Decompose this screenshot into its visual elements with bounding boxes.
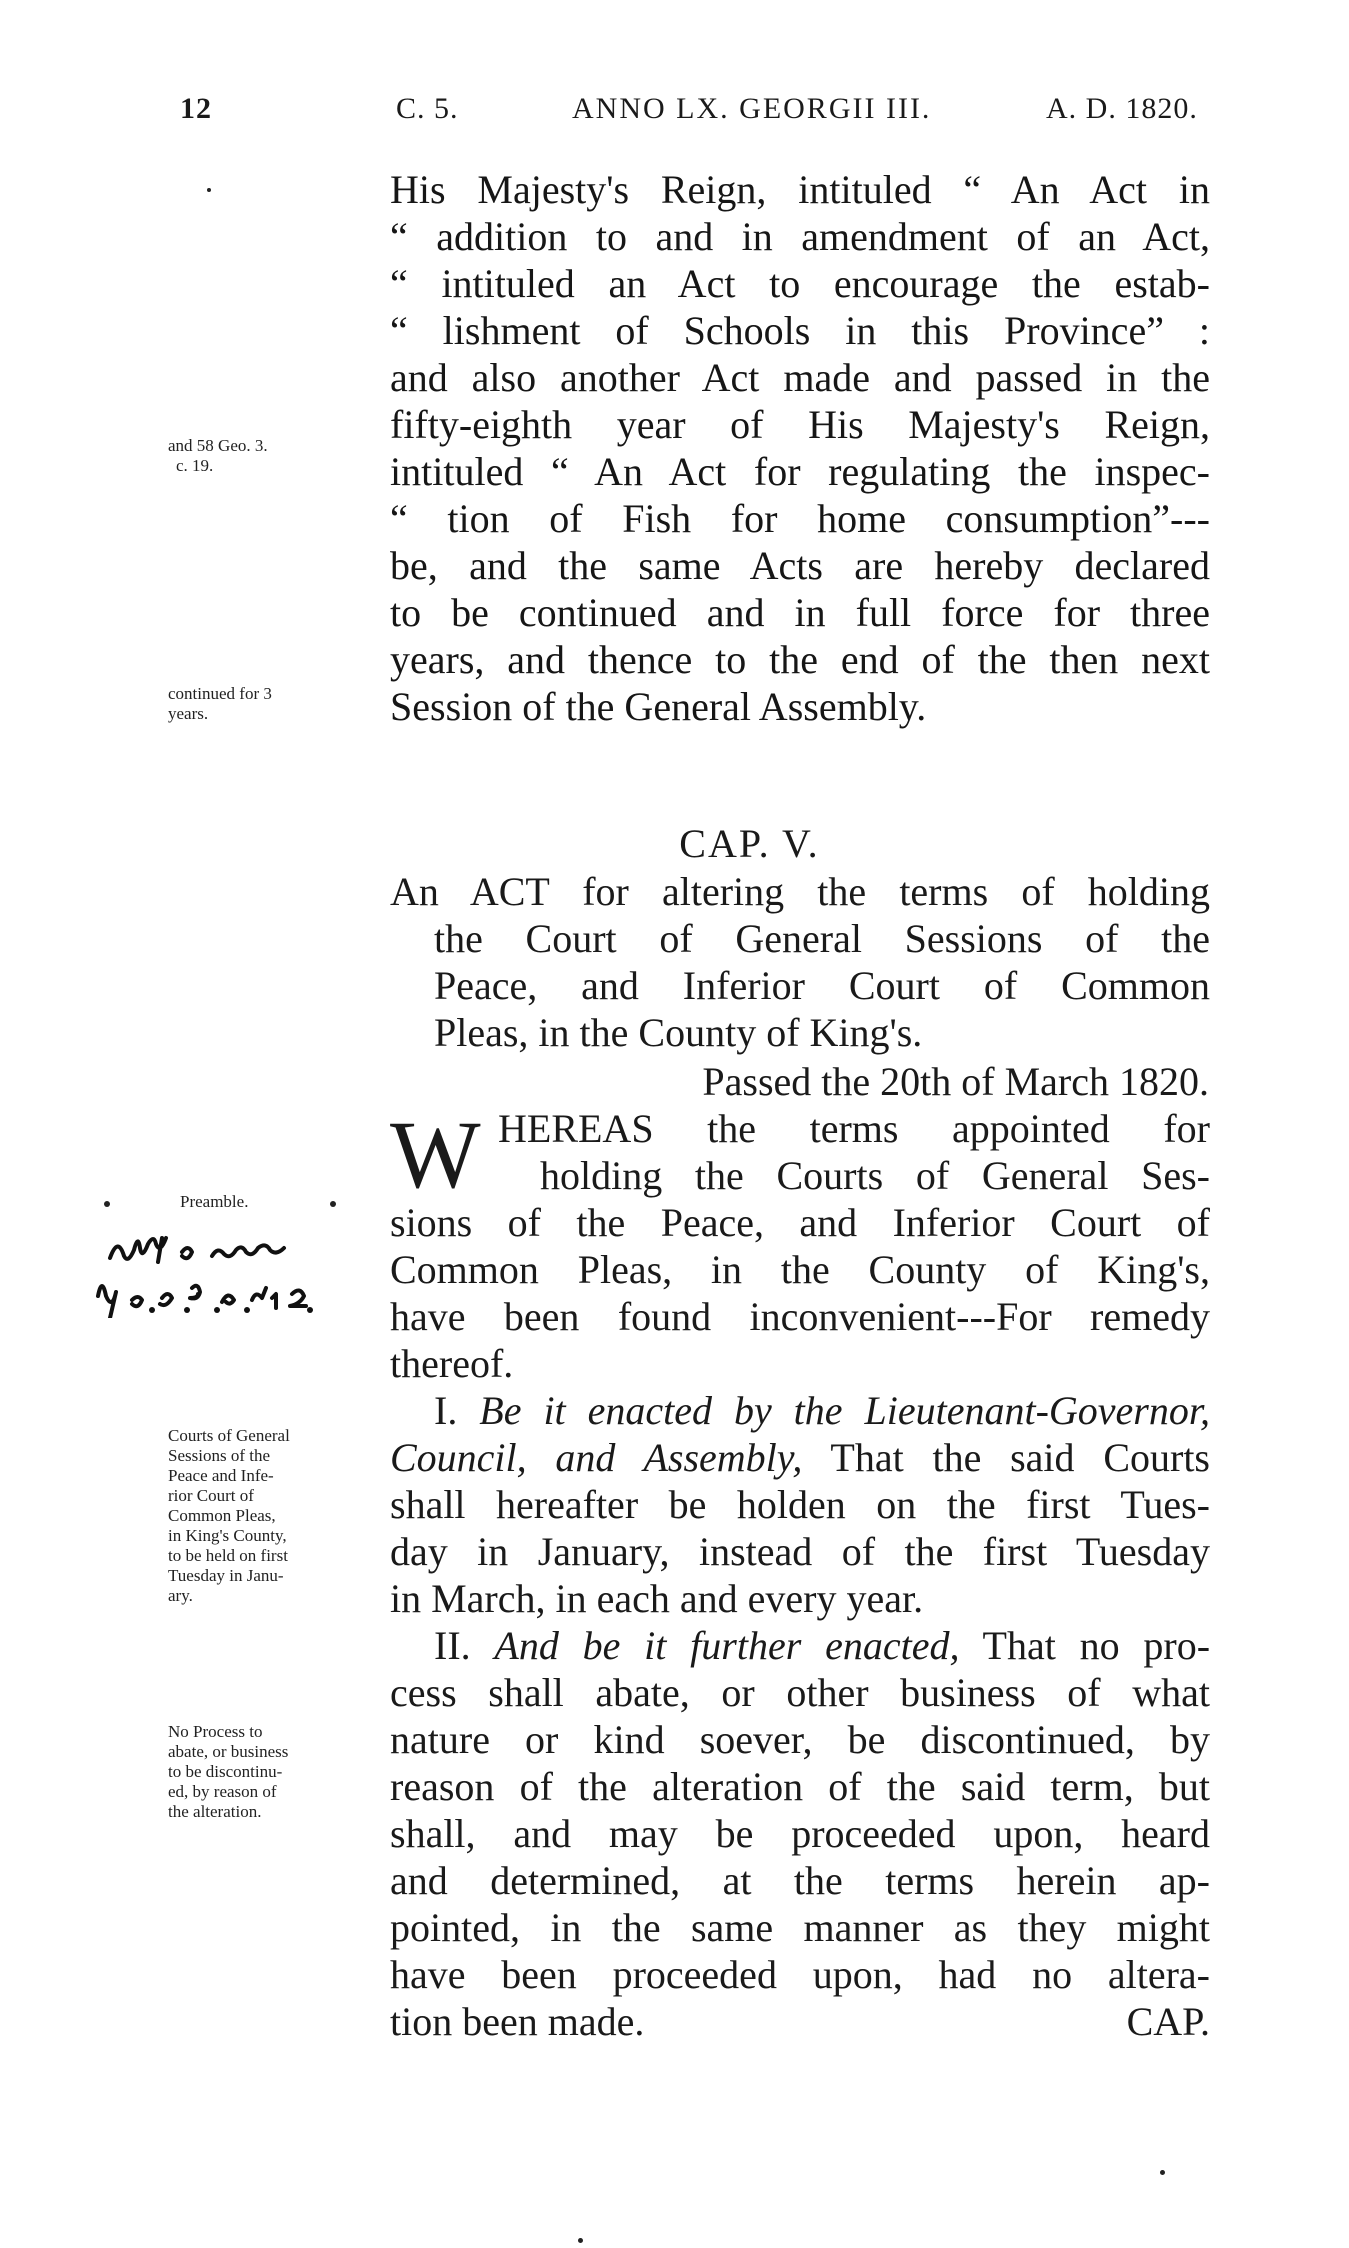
margin-note-line: ary. xyxy=(168,1586,193,1605)
margin-note-line: years. xyxy=(168,704,209,723)
cap-heading: CAP. V. xyxy=(679,821,820,866)
catchword: CAP. xyxy=(1126,1999,1210,2044)
enacting-clause-cont: Council, and Assembly, xyxy=(390,1435,803,1480)
text-line xyxy=(390,1998,1210,2045)
page-number: 12 xyxy=(180,92,212,125)
text-line: in March, in each and every year. xyxy=(390,1576,924,1621)
margin-note-line: in King's County, xyxy=(168,1526,287,1545)
margin-note-line: to be discontinu- xyxy=(168,1762,283,1781)
text-line: reason of the alteration of the said term, but xyxy=(390,1764,1210,1809)
act-title-line: Pleas, in the County of King's. xyxy=(434,1010,923,1055)
text-line: “ intituled an Act to encourage the estab- xyxy=(390,261,1210,306)
margin-note-line: continued for 3 xyxy=(168,684,272,703)
margin-note-line: and 58 Geo. 3. xyxy=(168,436,268,455)
margin-note-line: Sessions of the xyxy=(168,1446,270,1465)
continuation-text xyxy=(390,166,1210,730)
text-line: have been proceeded upon, had no altera- xyxy=(390,1952,1210,1997)
text-line: day in January, instead of the first Tuesday xyxy=(390,1529,1210,1574)
print-mark xyxy=(1160,2170,1165,2175)
act-title-line: the Court of General Sessions of the xyxy=(434,916,1210,961)
act-title xyxy=(390,868,1210,1056)
running-title: ANNO LX. GEORGII III. xyxy=(572,92,932,125)
margin-dot xyxy=(330,1201,336,1207)
margin-note-line: to be held on first xyxy=(168,1546,288,1565)
text-line: years, and thence to the end of the then next xyxy=(390,637,1210,682)
text-line: fifty-eighth year of His Majesty's Reign, xyxy=(390,402,1210,447)
running-year: A. D. 1820. xyxy=(1046,92,1198,125)
margin-note-line: Peace and Infe- xyxy=(168,1466,274,1485)
text-line xyxy=(390,1434,1210,1481)
section-numeral: II. xyxy=(434,1623,471,1668)
text-line xyxy=(390,1622,1210,1669)
text-line: have been found inconvenient---For remedy xyxy=(390,1294,1210,1339)
margin-note-line: No Process to xyxy=(168,1722,263,1741)
text-line: to be continued and in full force for three xyxy=(390,590,1210,635)
margin-note-continued xyxy=(168,684,272,724)
margin-note-line: Common Pleas, xyxy=(168,1506,276,1525)
section-2 xyxy=(390,1622,1210,2045)
text-line: “ lishment of Schools in this Province” : xyxy=(390,308,1210,353)
margin-note-line: ed, by reason of xyxy=(168,1782,277,1801)
text-line: intituled “ An Act for regulating the inspec- xyxy=(390,449,1210,494)
handwritten-annotation xyxy=(92,1218,392,1318)
text-line xyxy=(390,1387,1210,1434)
text-line: shall hereafter be holden on the first Tues- xyxy=(390,1482,1210,1527)
preamble-text xyxy=(390,1101,1210,1387)
text-line: HEREAS the terms appointed for xyxy=(498,1106,1210,1151)
margin-note-line: c. 19. xyxy=(176,456,214,475)
text-line: and also another Act made and passed in the xyxy=(390,355,1210,400)
text-line: His Majesty's Reign, intituled “ An Act in xyxy=(390,167,1210,212)
text-line: Session of the General Assembly. xyxy=(390,684,927,729)
drop-cap: W xyxy=(390,1101,481,1208)
text-line: nature or kind soever, be discontinued, by xyxy=(390,1717,1210,1762)
text-line: cess shall abate, or other business of what xyxy=(390,1670,1210,1715)
print-mark xyxy=(578,2238,583,2243)
text-line: Common Pleas, in the County of King's, xyxy=(390,1247,1210,1292)
margin-note-line: the alteration. xyxy=(168,1802,262,1821)
enacting-clause: Be it enacted by the Lieutenant-Governor, xyxy=(479,1388,1211,1433)
section-1 xyxy=(390,1387,1210,1622)
chapter-ref: C. 5. xyxy=(396,92,459,125)
text-fragment: tion been made. xyxy=(390,1999,645,2044)
text-line: and determined, at the terms herein ap- xyxy=(390,1858,1210,1903)
text-line: holding the Courts of General Ses- xyxy=(540,1153,1210,1198)
act-title-line: An ACT for altering the terms of holding xyxy=(390,869,1210,914)
text-line: shall, and may be proceeded upon, heard xyxy=(390,1811,1210,1856)
passed-date: Passed the 20th of March 1820. xyxy=(702,1059,1209,1104)
text-line: be, and the same Acts are hereby declared xyxy=(390,543,1210,588)
text-line: “ tion of Fish for home consumption”--- xyxy=(390,496,1210,541)
margin-note-courts xyxy=(168,1426,290,1606)
margin-note-no-process xyxy=(168,1722,288,1822)
text-line: sions of the Peace, and Inferior Court of xyxy=(390,1200,1210,1245)
margin-note-line: rior Court of xyxy=(168,1486,254,1505)
text-fragment: That the said Courts xyxy=(802,1435,1211,1480)
section-numeral: I. xyxy=(434,1388,458,1433)
text-line: “ addition to and in amendment of an Act, xyxy=(390,214,1210,259)
margin-note-preamble: Preamble. xyxy=(180,1192,249,1211)
margin-note-line: Courts of General xyxy=(168,1426,290,1445)
text-fragment: That no pro- xyxy=(959,1623,1211,1668)
text-line: thereof. xyxy=(390,1341,514,1386)
margin-dot xyxy=(104,1201,110,1207)
margin-note-act-reference xyxy=(168,436,268,476)
act-title-line: Peace, and Inferior Court of Common xyxy=(434,963,1210,1008)
enacting-clause: And be it further enacted, xyxy=(494,1623,960,1668)
margin-note-line: abate, or business xyxy=(168,1742,289,1761)
margin-note-line: Tuesday in Janu- xyxy=(168,1566,284,1585)
print-mark xyxy=(207,188,211,192)
text-line: pointed, in the same manner as they might xyxy=(390,1905,1210,1950)
